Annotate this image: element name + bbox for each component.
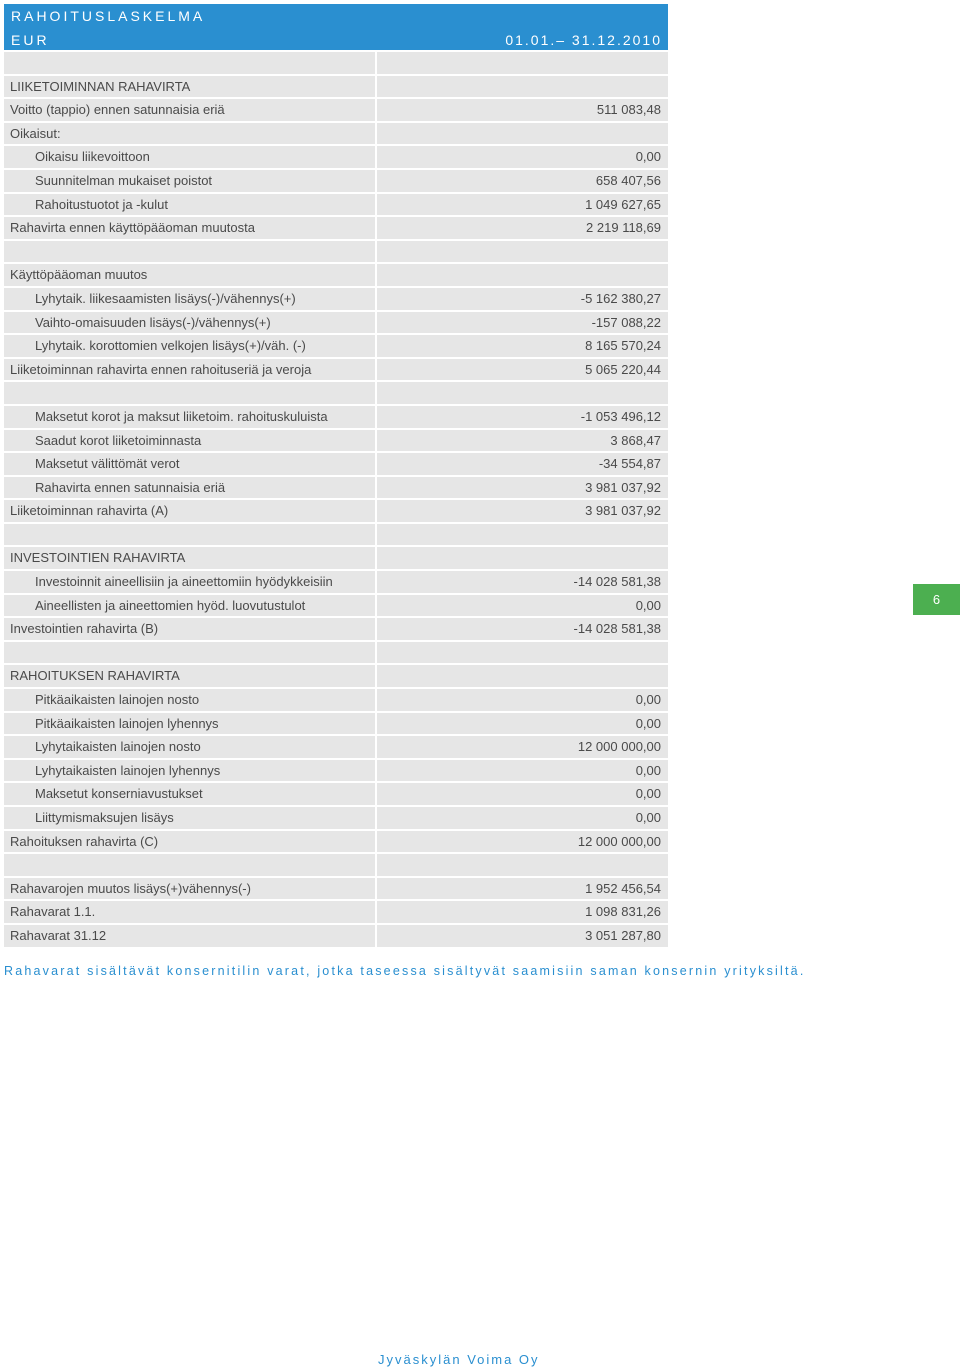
row-label: Pitkäaikaisten lainojen nosto [4, 689, 375, 711]
row-value: -157 088,22 [377, 312, 668, 334]
row-value [377, 382, 668, 404]
row-value: 511 083,48 [377, 99, 668, 121]
table-row [4, 146, 668, 168]
table-row [4, 477, 668, 499]
row-label [4, 241, 375, 263]
row-label: Aineellisten ja aineettomien hyöd. luovutustulot [4, 595, 375, 617]
row-label: Liiketoiminnan rahavirta (A) [4, 500, 375, 522]
row-value: 3 981 037,92 [377, 477, 668, 499]
row-value: 3 981 037,92 [377, 500, 668, 522]
table-row [4, 52, 668, 74]
table-row [4, 595, 668, 617]
row-value [377, 123, 668, 145]
table-row [4, 453, 668, 475]
row-value: 12 000 000,00 [377, 736, 668, 758]
row-label: Lyhytaikaisten lainojen nosto [4, 736, 375, 758]
row-value: 1 098 831,26 [377, 901, 668, 923]
table-row [4, 170, 668, 192]
row-label: Voitto (tappio) ennen satunnaisia eriä [4, 99, 375, 121]
table-row [4, 925, 668, 947]
row-label: Oikaisu liikevoittoon [4, 146, 375, 168]
row-value: -34 554,87 [377, 453, 668, 475]
table-row [4, 312, 668, 334]
row-label: Lyhytaik. liikesaamisten lisäys(-)/vähennys(+) [4, 288, 375, 310]
table-row [4, 831, 668, 853]
footnote: Rahavarat sisältävät konsernitilin varat, jotka taseessa sisältyvät saamisiin saman konsernin yrityksiltä. [4, 964, 806, 978]
table-row [4, 854, 668, 876]
row-value: -14 028 581,38 [377, 618, 668, 640]
table-row [4, 123, 668, 145]
row-value [377, 241, 668, 263]
row-value: 12 000 000,00 [377, 831, 668, 853]
table-row [4, 99, 668, 121]
row-label: Rahavarat 31.12 [4, 925, 375, 947]
row-label [4, 854, 375, 876]
table-row [4, 547, 668, 569]
row-value: 0,00 [377, 595, 668, 617]
table-row [4, 264, 668, 286]
row-label: Rahavarojen muutos lisäys(+)vähennys(-) [4, 878, 375, 900]
currency-unit: EUR [11, 32, 50, 48]
table-row [4, 736, 668, 758]
row-label: Vaihto-omaisuuden lisäys(-)/vähennys(+) [4, 312, 375, 334]
row-label: LIIKETOIMINNAN RAHAVIRTA [4, 76, 375, 98]
table-row [4, 618, 668, 640]
row-label: Liiketoiminnan rahavirta ennen rahoituseriä ja veroja [4, 359, 375, 381]
row-label: Rahavirta ennen satunnaisia eriä [4, 477, 375, 499]
table-row [4, 500, 668, 522]
table-row [4, 382, 668, 404]
table-row [4, 571, 668, 593]
row-label: Rahoituksen rahavirta (C) [4, 831, 375, 853]
row-value [377, 642, 668, 664]
table-row [4, 689, 668, 711]
row-label: Investoinnit aineellisiin ja aineettomiin hyödykkeisiin [4, 571, 375, 593]
row-label: Maksetut välittömät verot [4, 453, 375, 475]
row-label [4, 382, 375, 404]
row-value [377, 264, 668, 286]
row-label: INVESTOINTIEN RAHAVIRTA [4, 547, 375, 569]
table-row [4, 76, 668, 98]
row-label: Maksetut konserniavustukset [4, 783, 375, 805]
table-row [4, 524, 668, 546]
table-row [4, 335, 668, 357]
row-label [4, 524, 375, 546]
row-value: 0,00 [377, 713, 668, 735]
cashflow-table [4, 52, 668, 949]
row-label: Maksetut korot ja maksut liiketoim. rahoituskuluista [4, 406, 375, 428]
row-value: 658 407,56 [377, 170, 668, 192]
row-value [377, 76, 668, 98]
row-label: Lyhytaik. korottomien velkojen lisäys(+)/väh. (-) [4, 335, 375, 357]
row-value: -14 028 581,38 [377, 571, 668, 593]
row-value: 1 952 456,54 [377, 878, 668, 900]
row-value: 0,00 [377, 146, 668, 168]
table-row [4, 760, 668, 782]
row-value [377, 665, 668, 687]
row-label: Pitkäaikaisten lainojen lyhennys [4, 713, 375, 735]
row-label: Käyttöpääoman muutos [4, 264, 375, 286]
row-value: 0,00 [377, 689, 668, 711]
table-row [4, 878, 668, 900]
row-value [377, 52, 668, 74]
table-row [4, 783, 668, 805]
row-value [377, 854, 668, 876]
table-row [4, 430, 668, 452]
row-label: Oikaisut: [4, 123, 375, 145]
row-value: -1 053 496,12 [377, 406, 668, 428]
table-row [4, 288, 668, 310]
page-number-tab: 6 [913, 584, 960, 615]
row-value: 5 065 220,44 [377, 359, 668, 381]
table-row [4, 665, 668, 687]
row-label: Rahoitustuotot ja -kulut [4, 194, 375, 216]
row-value: 1 049 627,65 [377, 194, 668, 216]
row-value [377, 547, 668, 569]
table-row [4, 901, 668, 923]
table-row [4, 194, 668, 216]
row-label: Liittymismaksujen lisäys [4, 807, 375, 829]
company-name: Jyväskylän Voima Oy [378, 1352, 540, 1367]
report-title: RAHOITUSLASKELMA [11, 8, 206, 24]
table-row [4, 217, 668, 239]
row-value: 0,00 [377, 760, 668, 782]
row-label: Rahavarat 1.1. [4, 901, 375, 923]
table-row [4, 406, 668, 428]
row-label [4, 52, 375, 74]
report-header [4, 4, 668, 50]
row-label: Investointien rahavirta (B) [4, 618, 375, 640]
report-period: 01.01.– 31.12.2010 [505, 32, 662, 48]
row-value: 2 219 118,69 [377, 217, 668, 239]
table-row [4, 359, 668, 381]
row-label: Lyhytaikaisten lainojen lyhennys [4, 760, 375, 782]
table-row [4, 241, 668, 263]
row-value: 0,00 [377, 783, 668, 805]
table-row [4, 642, 668, 664]
row-value: 3 868,47 [377, 430, 668, 452]
row-label: RAHOITUKSEN RAHAVIRTA [4, 665, 375, 687]
row-label: Suunnitelman mukaiset poistot [4, 170, 375, 192]
row-value [377, 524, 668, 546]
table-row [4, 807, 668, 829]
table-row [4, 713, 668, 735]
row-label [4, 642, 375, 664]
row-label: Saadut korot liiketoiminnasta [4, 430, 375, 452]
row-value: 8 165 570,24 [377, 335, 668, 357]
row-value: 3 051 287,80 [377, 925, 668, 947]
row-value: 0,00 [377, 807, 668, 829]
row-value: -5 162 380,27 [377, 288, 668, 310]
row-label: Rahavirta ennen käyttöpääoman muutosta [4, 217, 375, 239]
